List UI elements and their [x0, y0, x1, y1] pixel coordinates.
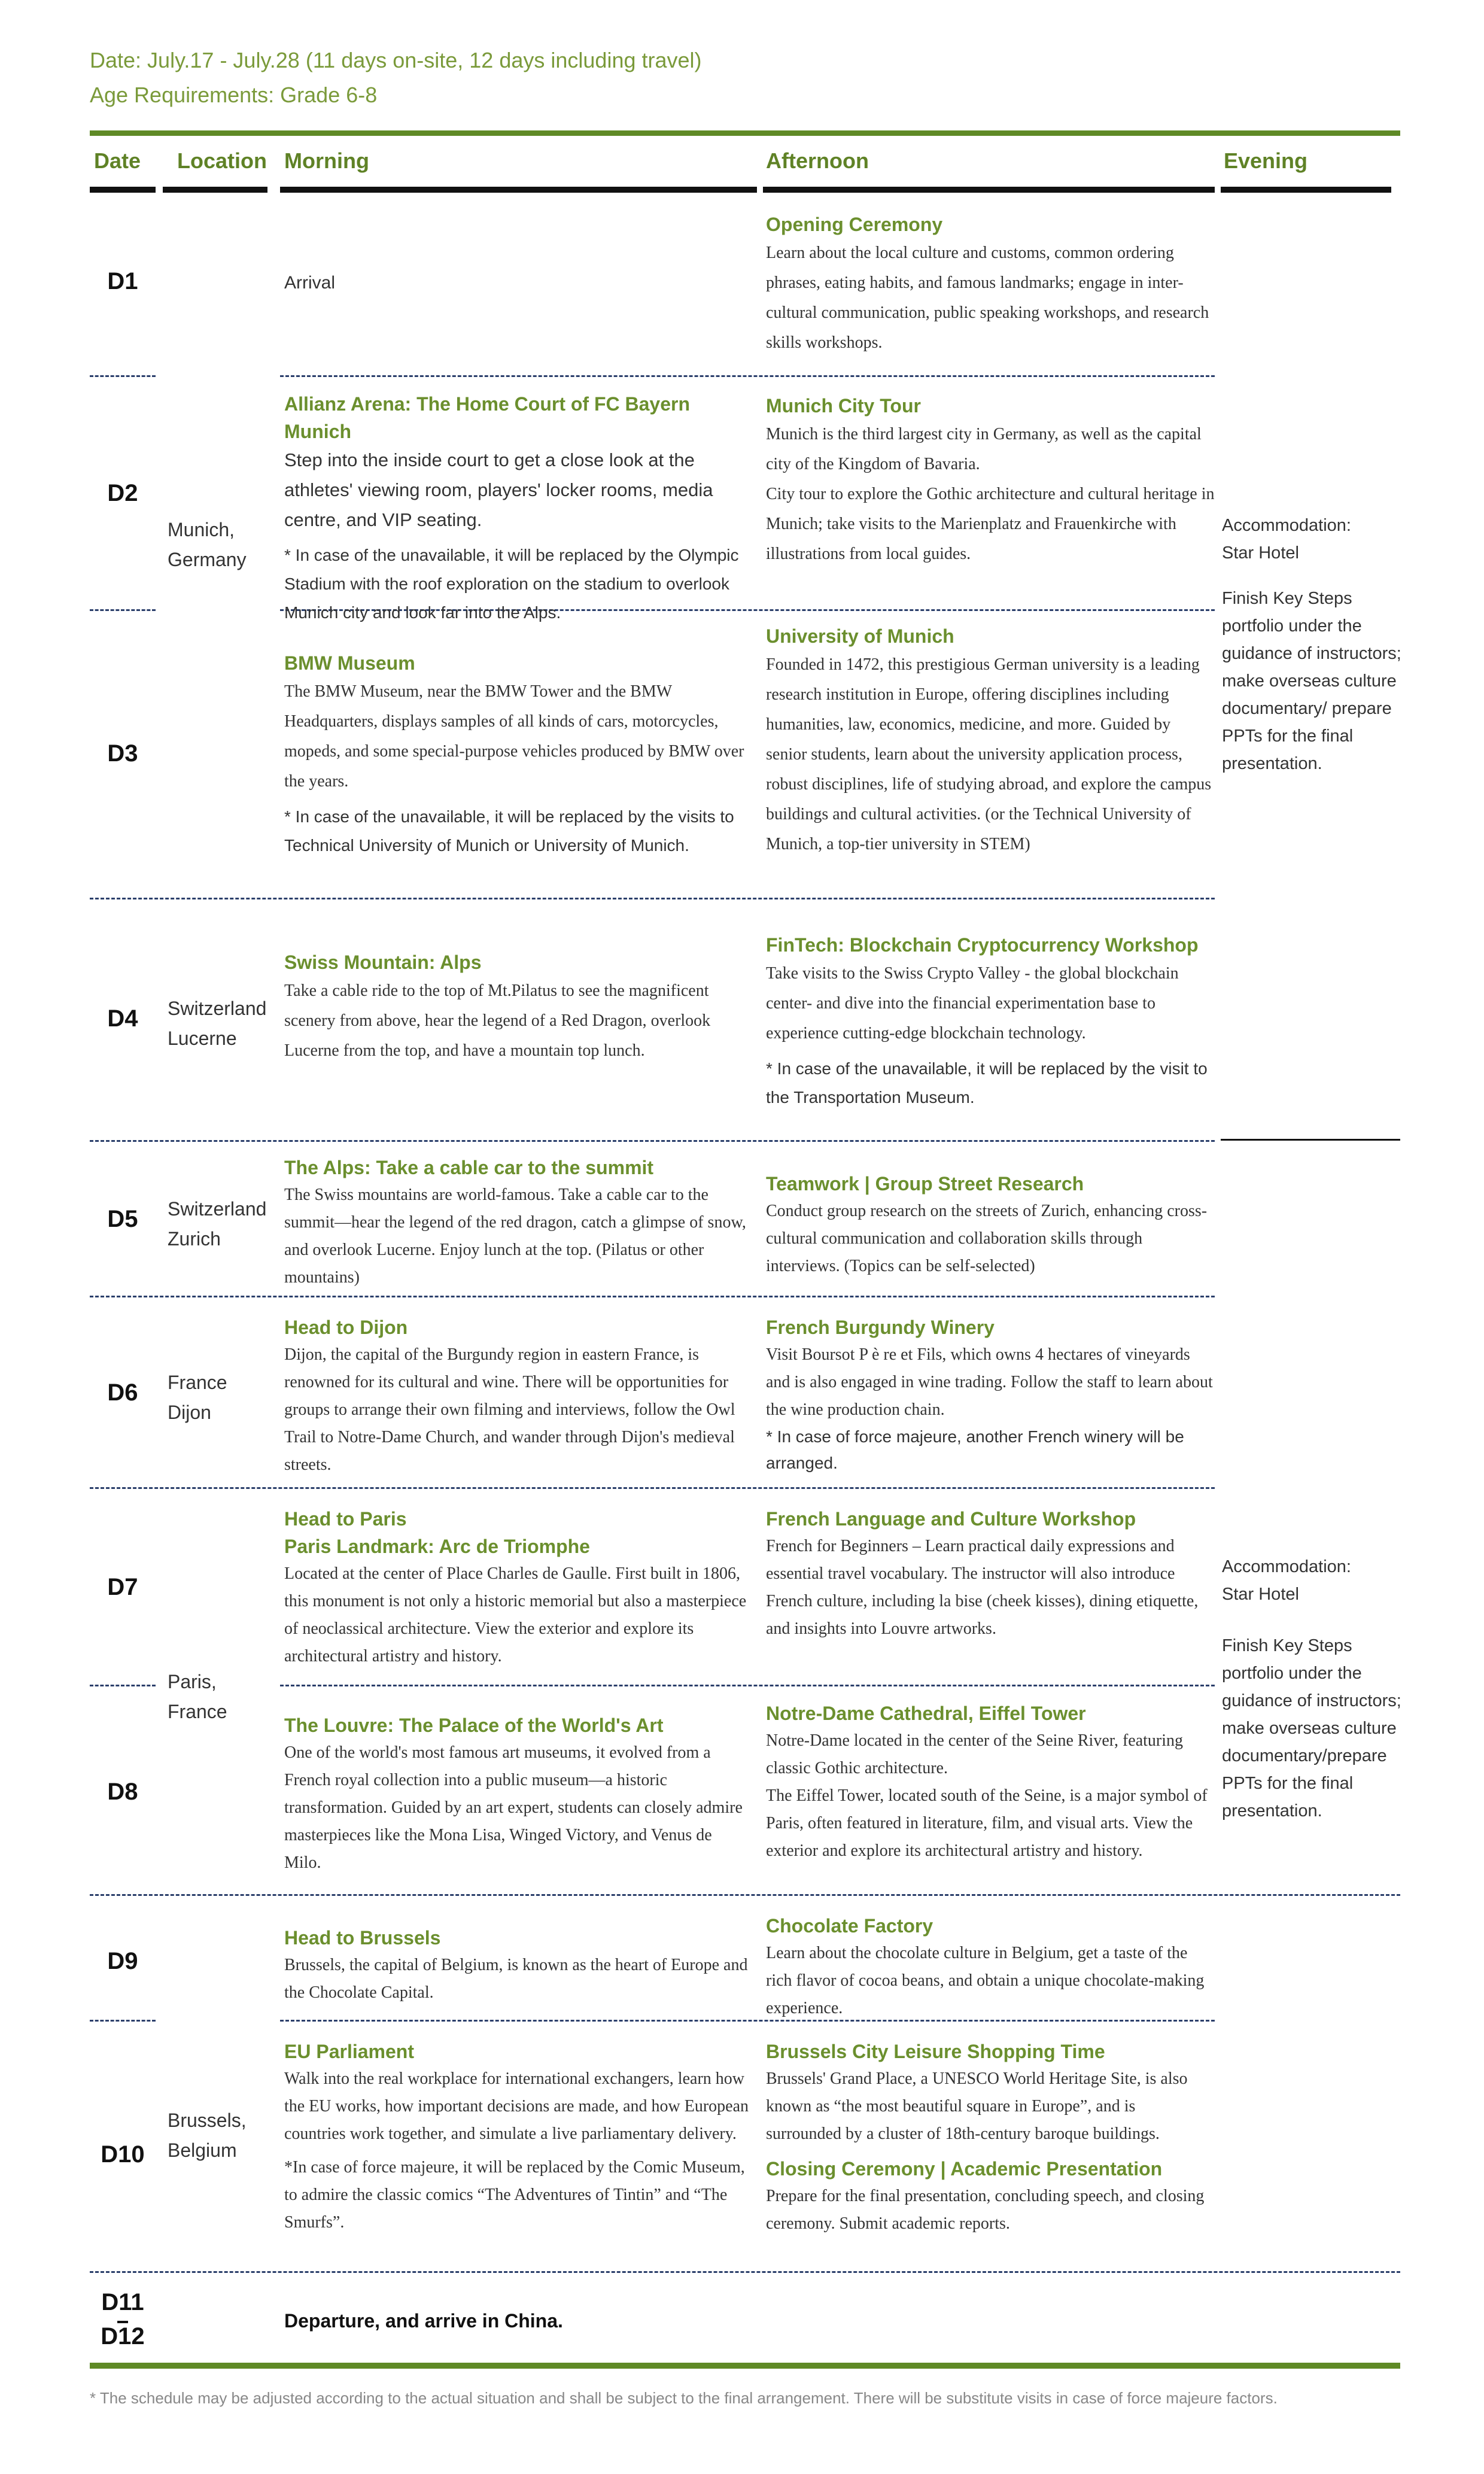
- location-brussels: Brussels, Belgium: [168, 2110, 247, 2161]
- d4-morning-title: Swiss Mountain: Alps: [284, 952, 482, 973]
- day-label: D3: [107, 740, 138, 767]
- d4-morning-text: Take a cable ride to the top of Mt.Pilatus to see the magnificent scenery from above, hear the legend of a Red Dragon, overlook Lucerne from the top, and have a mountain top lunch.: [284, 981, 711, 1060]
- row-divider: [90, 2020, 156, 2022]
- d10-afternoon: [766, 2038, 1215, 2238]
- top-rule: [90, 130, 1400, 136]
- evening-divider: [1221, 1139, 1400, 1141]
- day-label: D4: [107, 1005, 138, 1032]
- evening-accommodation-label: Accommodation:: [1222, 516, 1351, 535]
- d3-morning-text: The BMW Museum, near the BMW Tower and the BMW Headquarters, displays samples of all kinds of cars, motorcycles, mopeds, and some special-purpose vehicles produced by BMW over the years.: [284, 682, 744, 791]
- day-label: D10: [101, 2141, 145, 2168]
- day-label: D6: [107, 1379, 138, 1406]
- d10-afternoon-title2: Closing Ceremony | Academic Presentation: [766, 2158, 1163, 2180]
- d3-morning-note: * In case of the unavailable, it will be replaced by the visits to Technical University of Munich or University of Munich.: [284, 807, 734, 855]
- d2-afternoon-text2: City tour to explore the Gothic architecture and cultural heritage in Munich; take visits to the Marienplatz and Frauenkirche with illustrations from local guides.: [766, 485, 1215, 563]
- location-dijon: France Dijon: [168, 1372, 227, 1423]
- row-divider: [90, 375, 156, 377]
- d10-morning-title: EU Parliament: [284, 2041, 414, 2062]
- d8-afternoon: [766, 1700, 1215, 1865]
- d4-afternoon: [766, 931, 1215, 1112]
- d5-afternoon-text: Conduct group research on the streets of Zurich, enhancing cross-cultural communication and collaboration skills through interviews. (Topics can be self-selected): [766, 1202, 1208, 1275]
- d6-afternoon: [766, 1314, 1215, 1476]
- d2-morning: [284, 390, 757, 627]
- d8-afternoon-title: Notre-Dame Cathedral, Eiffel Tower: [766, 1703, 1086, 1724]
- d9-afternoon: [766, 1912, 1215, 2022]
- location-zurich: Switzerland Zurich: [168, 1198, 267, 1250]
- row-divider: [90, 1894, 1400, 1896]
- d8-morning: [284, 1712, 751, 1877]
- row-divider: [90, 1685, 156, 1686]
- d1-morning: Arrival: [284, 273, 336, 293]
- evening-accommodation-label: Accommodation:: [1222, 1557, 1351, 1576]
- header-evening: Evening: [1224, 148, 1308, 173]
- header-bar-date: [90, 187, 156, 193]
- d9-morning-title: Head to Brussels: [284, 1927, 441, 1949]
- location-munich: Munich, Germany: [168, 519, 247, 570]
- d10-morning: [284, 2038, 751, 2236]
- age-requirement: Age Requirements: Grade 6-8: [90, 83, 378, 107]
- row-divider: [280, 1685, 1215, 1686]
- d2-afternoon-text1: Munich is the third largest city in Germany, as well as the capital city of the Kingdom of Bavaria.: [766, 425, 1202, 473]
- d8-morning-title: The Louvre: The Palace of the World's Art: [284, 1715, 664, 1736]
- d10-morning-note: *In case of force majeure, it will be replaced by the Comic Museum, to admire the classic comics “The Adventures of Tintin” and “The Smurfs”.: [284, 2158, 745, 2232]
- day-range-dash: [117, 2321, 128, 2323]
- d7-afternoon-text: French for Beginners – Learn practical daily expressions and essential travel vocabulary. The instructor will also introduce French culture, including la bise (cheek kisses), dining etiquette, and insights into Louvre artworks.: [766, 1537, 1199, 1638]
- header-afternoon: Afternoon: [766, 148, 869, 173]
- day-label: D11: [101, 2289, 144, 2315]
- d4-afternoon-text: Take visits to the Swiss Crypto Valley - the global blockchain center- and dive into the financial experimentation base to experience cutting-edge blockchain technology.: [766, 964, 1179, 1043]
- evening-hotel: Star Hotel: [1222, 1585, 1299, 1604]
- d8-afternoon-text1: Notre-Dame located in the center of the Seine River, featuring classic Gothic architecture.: [766, 1731, 1184, 1777]
- d9-afternoon-title: Chocolate Factory: [766, 1915, 933, 1937]
- row-divider: [280, 375, 1215, 377]
- day-label: D2: [107, 480, 138, 506]
- header-bar-evening: [1221, 187, 1391, 193]
- d3-morning: [284, 649, 751, 860]
- row-divider: [90, 609, 156, 611]
- d1-afternoon-title: Opening Ceremony: [766, 214, 943, 235]
- d7-morning: [284, 1505, 751, 1670]
- d9-afternoon-text: Learn about the chocolate culture in Belgium, get a taste of the rich flavor of cocoa beans, and obtain a unique chocolate-making experience.: [766, 1944, 1205, 2017]
- d2-afternoon-title: Munich City Tour: [766, 395, 921, 417]
- header-bar-morning: [280, 187, 757, 193]
- d10-afternoon-text2: Prepare for the final presentation, concluding speech, and closing ceremony. Submit academic reports.: [766, 2187, 1205, 2233]
- d6-afternoon-title: French Burgundy Winery: [766, 1317, 995, 1338]
- d3-afternoon: [766, 622, 1215, 859]
- d9-morning-text: Brussels, the capital of Belgium, is known as the heart of Europe and the Chocolate Capital.: [284, 1956, 748, 2002]
- d5-morning-title: The Alps: Take a cable car to the summit: [284, 1157, 654, 1178]
- d4-afternoon-title: FinTech: Blockchain Cryptocurrency Workshop: [766, 934, 1199, 956]
- evening-activity: Finish Key Steps portfolio under the guidance of instructors; make overseas culture documentary/ prepare PPTs for the final presentation.: [1222, 589, 1401, 773]
- d3-afternoon-title: University of Munich: [766, 625, 954, 647]
- row-divider: [90, 1487, 1215, 1489]
- d6-morning: [284, 1314, 751, 1479]
- day-label: D12: [101, 2323, 145, 2350]
- d6-morning-text: Dijon, the capital of the Burgundy region in eastern France, is renowned for its cultural and wine. There will be opportunities for groups to arrange their own filming and interviews, follow the Owl Trail to Notre-Dame Church, and wander through Dijon's medieval streets.: [284, 1345, 735, 1474]
- d8-morning-text: One of the world's most famous art museums, it evolved from a French royal collection into a public museum—a historic transformation. Guided by an art expert, students can closely admire masterpieces like the Mona Lisa, Winged Victory, and Venus de Milo.: [284, 1743, 743, 1872]
- day-label: D1: [107, 268, 138, 294]
- d9-morning: [284, 1924, 751, 2007]
- footnote: * The schedule may be adjusted according to the actual situation and shall be subject to the final arrangement. There will be substitute visits in case of force majeure factors.: [90, 2389, 1278, 2407]
- location-lucerne: Switzerland Lucerne: [168, 998, 267, 1049]
- day-label: D5: [107, 1206, 138, 1232]
- bottom-rule: [90, 2363, 1400, 2369]
- row-divider: [90, 1296, 1215, 1297]
- d1-afternoon: [766, 211, 1215, 358]
- d7-afternoon: [766, 1505, 1215, 1643]
- evening-hotel: Star Hotel: [1222, 543, 1299, 563]
- d5-morning-text: The Swiss mountains are world-famous. Take a cable car to the summit—hear the legend of the red dragon, catch a glimpse of snow, and overlook Lucerne. Enjoy lunch at the top. (Pilatus or other mountains): [284, 1186, 746, 1287]
- evening-block-2: [1222, 1553, 1401, 1825]
- d10-morning-text: Walk into the real workplace for international exchangers, learn how the EU works, how important decisions are made, and how European countries work together, and simulate a live parliamentary delivery.: [284, 2069, 749, 2143]
- header-bar-location: [163, 187, 267, 193]
- d2-morning-text: Step into the inside court to get a close look at the athletes' viewing room, players' locker rooms, media centre, and VIP seating.: [284, 449, 713, 530]
- d7-morning-text: Located at the center of Place Charles de Gaulle. First built in 1806, this monument is not only a historic memorial but also a masterpiece of neoclassical architecture. View the exterior and explore its architectural artistry and history.: [284, 1564, 747, 1665]
- date-range: Date: July.17 - July.28 (11 days on-site, 12 days including travel): [90, 48, 702, 72]
- d8-afternoon-text2: The Eiffel Tower, located south of the Seine, is a major symbol of Paris, often featured in literature, film, and visual arts. View the exterior and explore its architectural artistry and history.: [766, 1786, 1208, 1860]
- evening-activity: Finish Key Steps portfolio under the guidance of instructors; make overseas culture documentary/prepare PPTs for the final presentation.: [1222, 1636, 1401, 1820]
- header-location: Location: [177, 148, 267, 173]
- header-date: Date: [94, 148, 141, 173]
- day-label: D9: [107, 1948, 138, 1974]
- d6-afternoon-text: Visit Boursot P è re et Fils, which owns 4 hectares of vineyards and is also engaged in wine trading. Follow the staff to learn about the wine production chain.: [766, 1345, 1213, 1419]
- d4-morning: [284, 949, 751, 1066]
- departure-text: Departure, and arrive in China.: [284, 2310, 563, 2332]
- d7-afternoon-title: French Language and Culture Workshop: [766, 1508, 1136, 1530]
- row-divider: [90, 898, 1215, 899]
- d5-morning: [284, 1154, 751, 1291]
- day-label: D7: [107, 1574, 138, 1600]
- d1-afternoon-text: Learn about the local culture and customs, common ordering phrases, eating habits, and famous landmarks; engage in inter-cultural communication, public speaking workshops, and research skills workshops.: [766, 244, 1209, 352]
- d2-afternoon: [766, 392, 1215, 569]
- d4-afternoon-note: * In case of the unavailable, it will be replaced by the visit to the Transportation Museum.: [766, 1059, 1208, 1107]
- d7-morning-subtitle: Paris Landmark: Arc de Triomphe: [284, 1536, 590, 1557]
- header-bar-afternoon: [763, 187, 1215, 193]
- header-morning: Morning: [284, 148, 369, 173]
- row-divider: [90, 1140, 1215, 1142]
- d3-morning-title: BMW Museum: [284, 652, 415, 674]
- d6-afternoon-note: * In case of force majeure, another French winery will be arranged.: [766, 1427, 1184, 1472]
- d5-afternoon-title: Teamwork | Group Street Research: [766, 1173, 1084, 1195]
- evening-block-1: [1222, 512, 1401, 777]
- row-divider: [90, 2271, 1400, 2273]
- d10-afternoon-text: Brussels' Grand Place, a UNESCO World Heritage Site, is also known as “the most beautiful square in Europe”, and is surrounded by a cluster of 18th-century baroque buildings.: [766, 2069, 1188, 2143]
- d2-morning-title: Allianz Arena: The Home Court of FC Bayern Munich: [284, 393, 690, 442]
- d5-afternoon: [766, 1170, 1215, 1280]
- d2-morning-note: * In case of the unavailable, it will be replaced by the Olympic Stadium with the roof exploration on the stadium to overlook Munich city and look far into the Alps.: [284, 546, 739, 622]
- d7-morning-title: Head to Paris: [284, 1508, 407, 1530]
- d6-morning-title: Head to Dijon: [284, 1317, 408, 1338]
- d10-afternoon-title: Brussels City Leisure Shopping Time: [766, 2041, 1105, 2062]
- location-paris: Paris, France: [168, 1671, 227, 1722]
- day-label: D8: [107, 1779, 138, 1805]
- d3-afternoon-text: Founded in 1472, this prestigious German university is a leading research institution in Europe, offering disciplines including humanities, law, economics, medicine, and more. Guided by senior students, learn about the university application process, robust disciplines, life of studying abroad, and explore the campus buildings and cultural activities. (or the Technical University of Munich, a top-tier university in STEM): [766, 655, 1212, 853]
